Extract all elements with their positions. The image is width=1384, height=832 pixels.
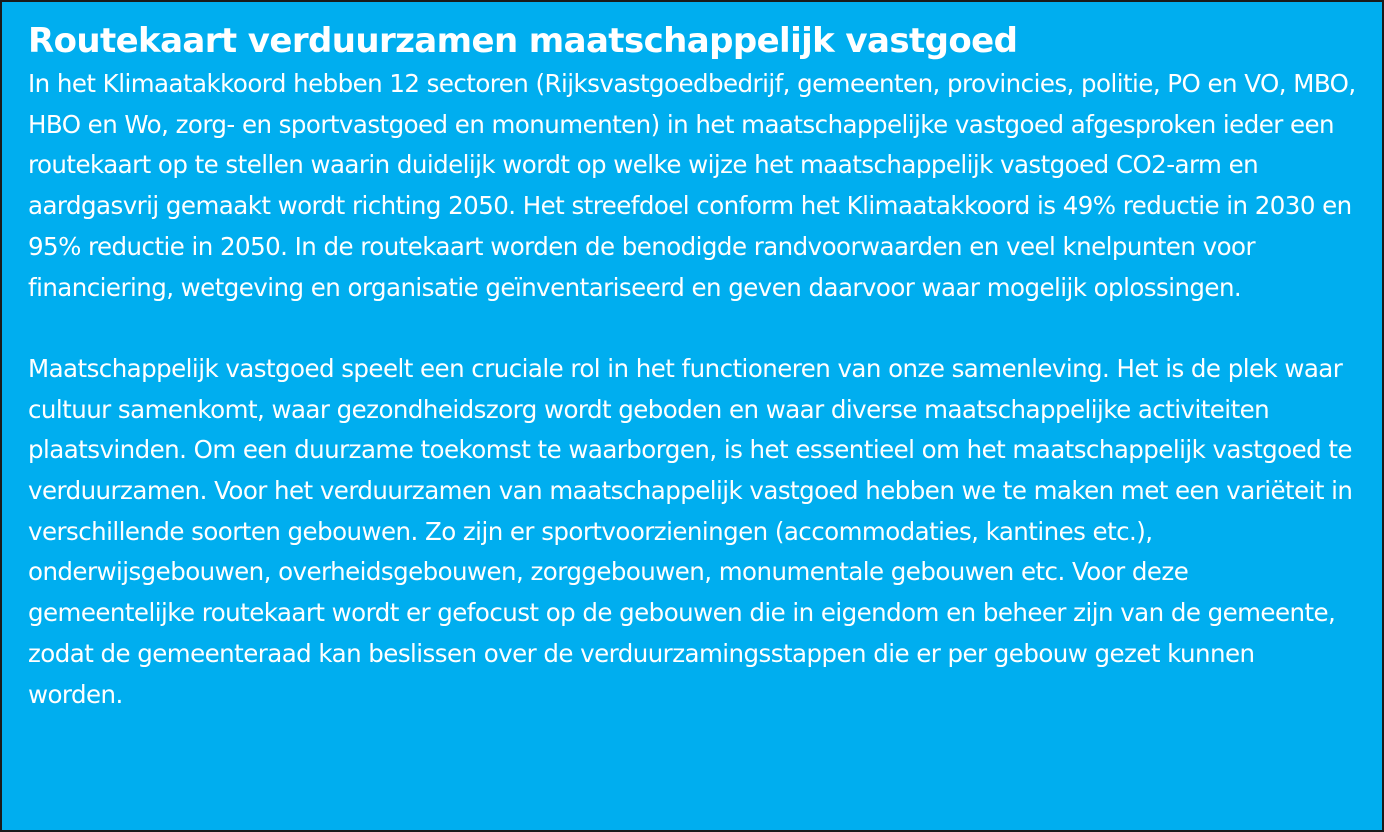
paragraph-klimaatakkoord: In het Klimaatakkoord hebben 12 sectoren (Rijksvastgoedbedrijf, gemeenten, provincies, politie, PO en VO, MBO, HBO en Wo, zorg- en sportvastgoed en monumenten) in het maatschappelijke vastgoed afgesproken ieder een routekaart op te stellen waarin duidelijk wordt op welke wijze het maatschappelijk vastgoed CO2-arm en aardgasvrij gemaakt wordt richting 2050. Het streefdoel conform het Klimaatakkoord is 49% reductie in 2030 en 95% reductie in 2050. In de routekaart worden de benodigde randvoorwaarden en veel knelpunten voor financiering, wetgeving en organisatie geïnventariseerd en geven daarvoor waar mogelijk oplossingen. [28,69,1356,302]
paragraph-maatschappelijk-vastgoed: Maatschappelijk vastgoed speelt een cruciale rol in het functioneren van onze samenleving. Het is de plek waar cultuur samenkomt, waar gezondheidszorg wordt geboden en waar diverse maatschappelijke activiteiten plaatsvinden. Om een duurzame toekomst te waarborgen, is het essentieel om het maatschappelijk vastgoed te verduurzamen. Voor het verduurzamen van maatschappelijk vastgoed hebben we te maken met een variëteit in verschillende soorten gebouwen. Zo zijn er sportvoorzieningen (accommodaties, kantines etc.), onderwijsgebouwen, overheidsgebouwen, zorggebouwen, monumentale gebouwen etc. Voor deze gemeentelijke routekaart wordt er gefocust op de gebouwen die in eigendom en beheer zijn van de gemeente, zodat de gemeenteraad kan beslissen over de verduurzamingsstappen die er per gebouw gezet kunnen worden. [28,353,1353,709]
panel-title: Routekaart verduurzamen maatschappelijk vastgoed [28,21,1018,61]
